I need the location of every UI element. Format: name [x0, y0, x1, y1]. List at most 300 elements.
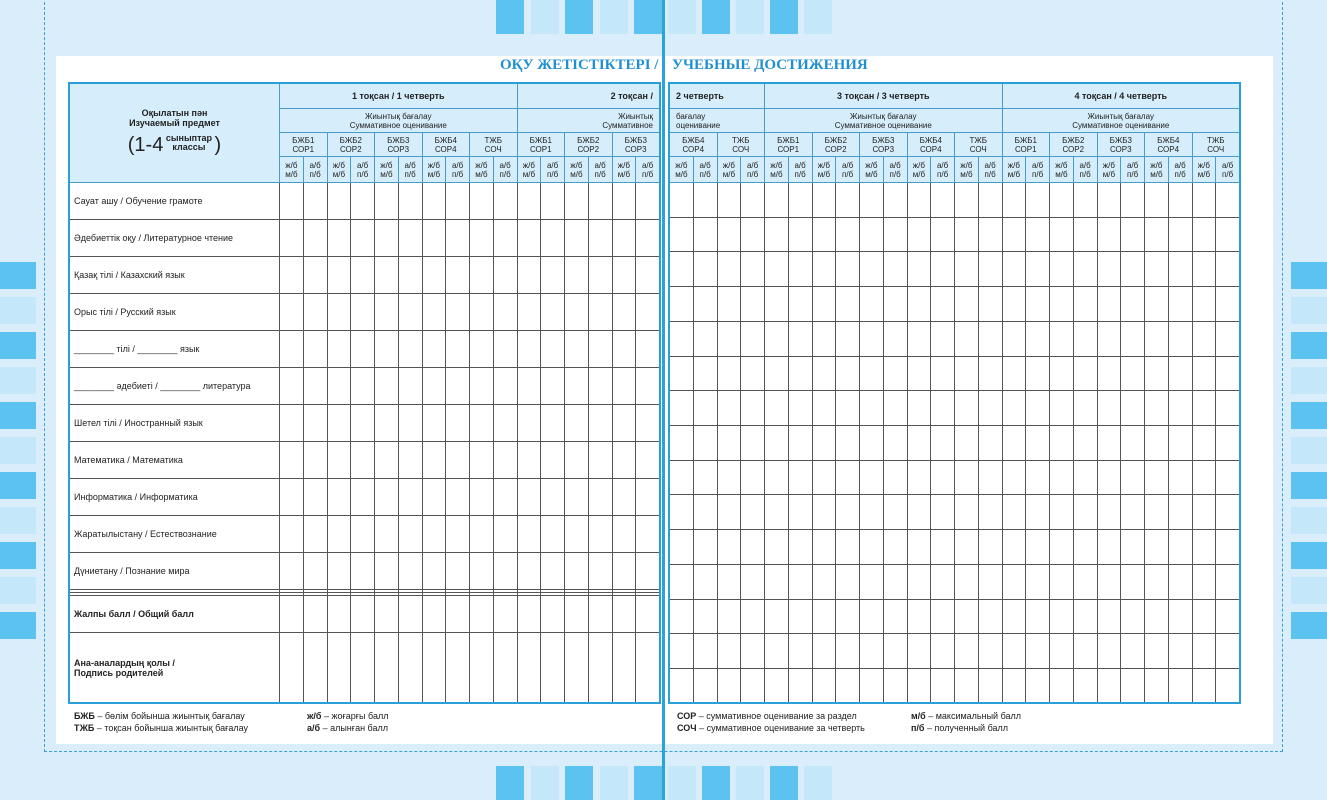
grade-cell[interactable]	[1097, 391, 1121, 426]
grade-cell[interactable]	[446, 552, 470, 589]
grade-cell[interactable]	[883, 356, 907, 391]
grade-cell[interactable]	[493, 633, 517, 704]
grade-cell[interactable]	[327, 367, 351, 404]
grade-cell[interactable]	[670, 183, 694, 218]
grade-cell[interactable]	[612, 515, 636, 552]
grade-cell[interactable]	[565, 293, 589, 330]
grade-cell[interactable]	[541, 330, 565, 367]
grade-cell[interactable]	[717, 495, 741, 530]
grade-cell[interactable]	[907, 495, 931, 530]
grade-cell[interactable]	[670, 391, 694, 426]
grade-cell[interactable]	[1168, 426, 1192, 461]
grade-cell[interactable]	[280, 330, 304, 367]
grade-cell[interactable]	[517, 552, 541, 589]
grade-cell[interactable]	[1002, 530, 1026, 565]
grade-cell[interactable]	[670, 321, 694, 356]
grade-cell[interactable]	[1168, 495, 1192, 530]
grade-cell[interactable]	[612, 552, 636, 589]
grade-cell[interactable]	[1216, 634, 1240, 669]
grade-cell[interactable]	[836, 391, 860, 426]
grade-cell[interactable]	[717, 530, 741, 565]
grade-cell[interactable]	[1145, 356, 1169, 391]
grade-cell[interactable]	[280, 552, 304, 589]
grade-cell[interactable]	[1026, 669, 1050, 704]
grade-cell[interactable]	[1073, 183, 1097, 218]
grade-cell[interactable]	[470, 515, 494, 552]
grade-cell[interactable]	[978, 564, 1002, 599]
grade-cell[interactable]	[636, 219, 660, 256]
grade-cell[interactable]	[788, 426, 812, 461]
grade-cell[interactable]	[493, 219, 517, 256]
grade-cell[interactable]	[1168, 217, 1192, 252]
grade-cell[interactable]	[541, 183, 565, 220]
grade-cell[interactable]	[907, 634, 931, 669]
grade-cell[interactable]	[765, 391, 789, 426]
grade-cell[interactable]	[1073, 321, 1097, 356]
grade-cell[interactable]	[1216, 217, 1240, 252]
grade-cell[interactable]	[1121, 495, 1145, 530]
grade-cell[interactable]	[765, 426, 789, 461]
grade-cell[interactable]	[883, 217, 907, 252]
grade-cell[interactable]	[693, 217, 717, 252]
grade-cell[interactable]	[955, 599, 979, 634]
grade-cell[interactable]	[517, 219, 541, 256]
grade-cell[interactable]	[1026, 321, 1050, 356]
grade-cell[interactable]	[351, 596, 375, 633]
grade-cell[interactable]	[612, 256, 636, 293]
grade-cell[interactable]	[1002, 356, 1026, 391]
grade-cell[interactable]	[955, 530, 979, 565]
grade-cell[interactable]	[955, 217, 979, 252]
grade-cell[interactable]	[1192, 530, 1216, 565]
grade-cell[interactable]	[1216, 669, 1240, 704]
grade-cell[interactable]	[351, 293, 375, 330]
grade-cell[interactable]	[836, 599, 860, 634]
grade-cell[interactable]	[1216, 599, 1240, 634]
grade-cell[interactable]	[978, 599, 1002, 634]
grade-cell[interactable]	[1168, 669, 1192, 704]
grade-cell[interactable]	[883, 599, 907, 634]
grade-cell[interactable]	[1192, 634, 1216, 669]
grade-cell[interactable]	[588, 515, 612, 552]
grade-cell[interactable]	[812, 460, 836, 495]
grade-cell[interactable]	[741, 495, 765, 530]
grade-cell[interactable]	[493, 552, 517, 589]
grade-cell[interactable]	[907, 287, 931, 322]
grade-cell[interactable]	[1097, 217, 1121, 252]
grade-cell[interactable]	[883, 669, 907, 704]
grade-cell[interactable]	[1050, 530, 1074, 565]
grade-cell[interactable]	[883, 183, 907, 218]
grade-cell[interactable]	[1050, 426, 1074, 461]
grade-cell[interactable]	[327, 441, 351, 478]
grade-cell[interactable]	[1026, 183, 1050, 218]
grade-cell[interactable]	[765, 634, 789, 669]
grade-cell[interactable]	[1073, 287, 1097, 322]
grade-cell[interactable]	[280, 256, 304, 293]
grade-cell[interactable]	[541, 478, 565, 515]
grade-cell[interactable]	[907, 356, 931, 391]
grade-cell[interactable]	[351, 330, 375, 367]
grade-cell[interactable]	[978, 391, 1002, 426]
grade-cell[interactable]	[446, 183, 470, 220]
grade-cell[interactable]	[1168, 634, 1192, 669]
grade-cell[interactable]	[588, 183, 612, 220]
grade-cell[interactable]	[693, 252, 717, 287]
grade-cell[interactable]	[717, 287, 741, 322]
grade-cell[interactable]	[812, 426, 836, 461]
grade-cell[interactable]	[955, 564, 979, 599]
grade-cell[interactable]	[836, 460, 860, 495]
grade-cell[interactable]	[1002, 252, 1026, 287]
grade-cell[interactable]	[422, 441, 446, 478]
grade-cell[interactable]	[1145, 599, 1169, 634]
grade-cell[interactable]	[565, 219, 589, 256]
grade-cell[interactable]	[1050, 599, 1074, 634]
grade-cell[interactable]	[375, 293, 399, 330]
grade-cell[interactable]	[1073, 669, 1097, 704]
grade-cell[interactable]	[812, 634, 836, 669]
grade-cell[interactable]	[741, 183, 765, 218]
grade-cell[interactable]	[836, 183, 860, 218]
grade-cell[interactable]	[470, 478, 494, 515]
grade-cell[interactable]	[1002, 287, 1026, 322]
grade-cell[interactable]	[351, 515, 375, 552]
grade-cell[interactable]	[280, 596, 304, 633]
grade-cell[interactable]	[931, 391, 955, 426]
grade-cell[interactable]	[883, 634, 907, 669]
grade-cell[interactable]	[375, 404, 399, 441]
grade-cell[interactable]	[765, 495, 789, 530]
grade-cell[interactable]	[860, 321, 884, 356]
grade-cell[interactable]	[470, 293, 494, 330]
grade-cell[interactable]	[1002, 599, 1026, 634]
grade-cell[interactable]	[978, 356, 1002, 391]
grade-cell[interactable]	[860, 495, 884, 530]
grade-cell[interactable]	[836, 252, 860, 287]
grade-cell[interactable]	[1050, 252, 1074, 287]
grade-cell[interactable]	[1168, 252, 1192, 287]
grade-cell[interactable]	[327, 404, 351, 441]
grade-cell[interactable]	[717, 669, 741, 704]
grade-cell[interactable]	[860, 426, 884, 461]
grade-cell[interactable]	[541, 256, 565, 293]
grade-cell[interactable]	[588, 330, 612, 367]
grade-cell[interactable]	[907, 321, 931, 356]
grade-cell[interactable]	[931, 321, 955, 356]
grade-cell[interactable]	[693, 564, 717, 599]
grade-cell[interactable]	[883, 252, 907, 287]
grade-cell[interactable]	[493, 330, 517, 367]
grade-cell[interactable]	[693, 599, 717, 634]
grade-cell[interactable]	[978, 530, 1002, 565]
grade-cell[interactable]	[741, 217, 765, 252]
grade-cell[interactable]	[1097, 599, 1121, 634]
grade-cell[interactable]	[422, 330, 446, 367]
grade-cell[interactable]	[1050, 391, 1074, 426]
grade-cell[interactable]	[1073, 495, 1097, 530]
grade-cell[interactable]	[280, 404, 304, 441]
grade-cell[interactable]	[493, 256, 517, 293]
grade-cell[interactable]	[636, 441, 660, 478]
grade-cell[interactable]	[765, 321, 789, 356]
grade-cell[interactable]	[1050, 669, 1074, 704]
grade-cell[interactable]	[446, 219, 470, 256]
grade-cell[interactable]	[955, 356, 979, 391]
grade-cell[interactable]	[765, 669, 789, 704]
grade-cell[interactable]	[765, 564, 789, 599]
grade-cell[interactable]	[280, 478, 304, 515]
grade-cell[interactable]	[670, 599, 694, 634]
grade-cell[interactable]	[398, 596, 422, 633]
grade-cell[interactable]	[907, 252, 931, 287]
grade-cell[interactable]	[375, 633, 399, 704]
grade-cell[interactable]	[788, 356, 812, 391]
grade-cell[interactable]	[978, 252, 1002, 287]
grade-cell[interactable]	[788, 460, 812, 495]
grade-cell[interactable]	[541, 515, 565, 552]
grade-cell[interactable]	[717, 426, 741, 461]
grade-cell[interactable]	[883, 460, 907, 495]
grade-cell[interactable]	[978, 183, 1002, 218]
grade-cell[interactable]	[1050, 460, 1074, 495]
grade-cell[interactable]	[978, 321, 1002, 356]
grade-cell[interactable]	[883, 564, 907, 599]
grade-cell[interactable]	[978, 669, 1002, 704]
grade-cell[interactable]	[422, 478, 446, 515]
grade-cell[interactable]	[1145, 634, 1169, 669]
grade-cell[interactable]	[1145, 530, 1169, 565]
grade-cell[interactable]	[883, 426, 907, 461]
grade-cell[interactable]	[788, 564, 812, 599]
grade-cell[interactable]	[860, 599, 884, 634]
grade-cell[interactable]	[517, 256, 541, 293]
grade-cell[interactable]	[1097, 183, 1121, 218]
grade-cell[interactable]	[860, 564, 884, 599]
grade-cell[interactable]	[836, 321, 860, 356]
grade-cell[interactable]	[612, 330, 636, 367]
grade-cell[interactable]	[1050, 321, 1074, 356]
grade-cell[interactable]	[741, 530, 765, 565]
grade-cell[interactable]	[1192, 287, 1216, 322]
grade-cell[interactable]	[327, 183, 351, 220]
grade-cell[interactable]	[327, 633, 351, 704]
grade-cell[interactable]	[931, 530, 955, 565]
grade-cell[interactable]	[765, 530, 789, 565]
grade-cell[interactable]	[1145, 391, 1169, 426]
grade-cell[interactable]	[280, 293, 304, 330]
grade-cell[interactable]	[422, 293, 446, 330]
grade-cell[interactable]	[670, 669, 694, 704]
grade-cell[interactable]	[612, 219, 636, 256]
grade-cell[interactable]	[636, 633, 660, 704]
grade-cell[interactable]	[303, 404, 327, 441]
grade-cell[interactable]	[517, 330, 541, 367]
grade-cell[interactable]	[765, 287, 789, 322]
grade-cell[interactable]	[1026, 634, 1050, 669]
grade-cell[interactable]	[493, 441, 517, 478]
grade-cell[interactable]	[1097, 530, 1121, 565]
grade-cell[interactable]	[1026, 287, 1050, 322]
grade-cell[interactable]	[303, 367, 327, 404]
grade-cell[interactable]	[493, 183, 517, 220]
grade-cell[interactable]	[1145, 252, 1169, 287]
grade-cell[interactable]	[1216, 356, 1240, 391]
grade-cell[interactable]	[907, 599, 931, 634]
grade-cell[interactable]	[446, 367, 470, 404]
grade-cell[interactable]	[931, 252, 955, 287]
grade-cell[interactable]	[446, 633, 470, 704]
grade-cell[interactable]	[1168, 321, 1192, 356]
grade-cell[interactable]	[931, 634, 955, 669]
grade-cell[interactable]	[812, 321, 836, 356]
grade-cell[interactable]	[422, 596, 446, 633]
grade-cell[interactable]	[493, 515, 517, 552]
grade-cell[interactable]	[1216, 252, 1240, 287]
grade-cell[interactable]	[836, 217, 860, 252]
grade-cell[interactable]	[1145, 321, 1169, 356]
grade-cell[interactable]	[375, 441, 399, 478]
grade-cell[interactable]	[1073, 426, 1097, 461]
grade-cell[interactable]	[1097, 564, 1121, 599]
grade-cell[interactable]	[931, 426, 955, 461]
grade-cell[interactable]	[670, 530, 694, 565]
grade-cell[interactable]	[1026, 356, 1050, 391]
grade-cell[interactable]	[1192, 356, 1216, 391]
grade-cell[interactable]	[670, 426, 694, 461]
grade-cell[interactable]	[907, 391, 931, 426]
grade-cell[interactable]	[636, 256, 660, 293]
grade-cell[interactable]	[788, 599, 812, 634]
grade-cell[interactable]	[422, 183, 446, 220]
grade-cell[interactable]	[493, 293, 517, 330]
grade-cell[interactable]	[470, 330, 494, 367]
grade-cell[interactable]	[670, 356, 694, 391]
grade-cell[interactable]	[907, 460, 931, 495]
grade-cell[interactable]	[517, 596, 541, 633]
grade-cell[interactable]	[955, 287, 979, 322]
grade-cell[interactable]	[1216, 426, 1240, 461]
grade-cell[interactable]	[907, 530, 931, 565]
grade-cell[interactable]	[565, 515, 589, 552]
grade-cell[interactable]	[907, 669, 931, 704]
grade-cell[interactable]	[907, 564, 931, 599]
grade-cell[interactable]	[1192, 495, 1216, 530]
grade-cell[interactable]	[955, 391, 979, 426]
grade-cell[interactable]	[1192, 391, 1216, 426]
grade-cell[interactable]	[422, 404, 446, 441]
grade-cell[interactable]	[1073, 530, 1097, 565]
grade-cell[interactable]	[955, 183, 979, 218]
grade-cell[interactable]	[741, 426, 765, 461]
grade-cell[interactable]	[303, 633, 327, 704]
grade-cell[interactable]	[693, 530, 717, 565]
grade-cell[interactable]	[541, 367, 565, 404]
grade-cell[interactable]	[812, 217, 836, 252]
grade-cell[interactable]	[883, 530, 907, 565]
grade-cell[interactable]	[398, 330, 422, 367]
grade-cell[interactable]	[565, 404, 589, 441]
grade-cell[interactable]	[670, 287, 694, 322]
grade-cell[interactable]	[1026, 564, 1050, 599]
grade-cell[interactable]	[931, 669, 955, 704]
grade-cell[interactable]	[788, 495, 812, 530]
grade-cell[interactable]	[280, 367, 304, 404]
grade-cell[interactable]	[375, 183, 399, 220]
grade-cell[interactable]	[398, 367, 422, 404]
grade-cell[interactable]	[565, 441, 589, 478]
grade-cell[interactable]	[1002, 426, 1026, 461]
grade-cell[interactable]	[955, 252, 979, 287]
grade-cell[interactable]	[612, 633, 636, 704]
grade-cell[interactable]	[717, 217, 741, 252]
grade-cell[interactable]	[1192, 217, 1216, 252]
grade-cell[interactable]	[565, 552, 589, 589]
grade-cell[interactable]	[327, 219, 351, 256]
grade-cell[interactable]	[636, 596, 660, 633]
grade-cell[interactable]	[1097, 495, 1121, 530]
grade-cell[interactable]	[955, 669, 979, 704]
grade-cell[interactable]	[788, 634, 812, 669]
grade-cell[interactable]	[588, 293, 612, 330]
grade-cell[interactable]	[1002, 391, 1026, 426]
grade-cell[interactable]	[955, 634, 979, 669]
grade-cell[interactable]	[693, 183, 717, 218]
grade-cell[interactable]	[860, 669, 884, 704]
grade-cell[interactable]	[788, 217, 812, 252]
grade-cell[interactable]	[1145, 495, 1169, 530]
grade-cell[interactable]	[1002, 634, 1026, 669]
grade-cell[interactable]	[1050, 495, 1074, 530]
grade-cell[interactable]	[693, 356, 717, 391]
grade-cell[interactable]	[351, 367, 375, 404]
grade-cell[interactable]	[303, 219, 327, 256]
grade-cell[interactable]	[588, 367, 612, 404]
grade-cell[interactable]	[303, 330, 327, 367]
grade-cell[interactable]	[612, 478, 636, 515]
grade-cell[interactable]	[493, 367, 517, 404]
grade-cell[interactable]	[303, 256, 327, 293]
grade-cell[interactable]	[1002, 321, 1026, 356]
grade-cell[interactable]	[836, 495, 860, 530]
grade-cell[interactable]	[1097, 634, 1121, 669]
grade-cell[interactable]	[375, 552, 399, 589]
grade-cell[interactable]	[1073, 356, 1097, 391]
grade-cell[interactable]	[1002, 495, 1026, 530]
grade-cell[interactable]	[1121, 599, 1145, 634]
grade-cell[interactable]	[470, 441, 494, 478]
grade-cell[interactable]	[375, 367, 399, 404]
grade-cell[interactable]	[446, 515, 470, 552]
grade-cell[interactable]	[670, 460, 694, 495]
grade-cell[interactable]	[565, 478, 589, 515]
grade-cell[interactable]	[470, 552, 494, 589]
grade-cell[interactable]	[398, 404, 422, 441]
grade-cell[interactable]	[1121, 252, 1145, 287]
grade-cell[interactable]	[1121, 287, 1145, 322]
grade-cell[interactable]	[693, 634, 717, 669]
grade-cell[interactable]	[1168, 391, 1192, 426]
grade-cell[interactable]	[788, 321, 812, 356]
grade-cell[interactable]	[836, 287, 860, 322]
grade-cell[interactable]	[1145, 669, 1169, 704]
grade-cell[interactable]	[931, 460, 955, 495]
grade-cell[interactable]	[493, 404, 517, 441]
grade-cell[interactable]	[931, 356, 955, 391]
grade-cell[interactable]	[717, 321, 741, 356]
grade-cell[interactable]	[446, 330, 470, 367]
grade-cell[interactable]	[1192, 564, 1216, 599]
